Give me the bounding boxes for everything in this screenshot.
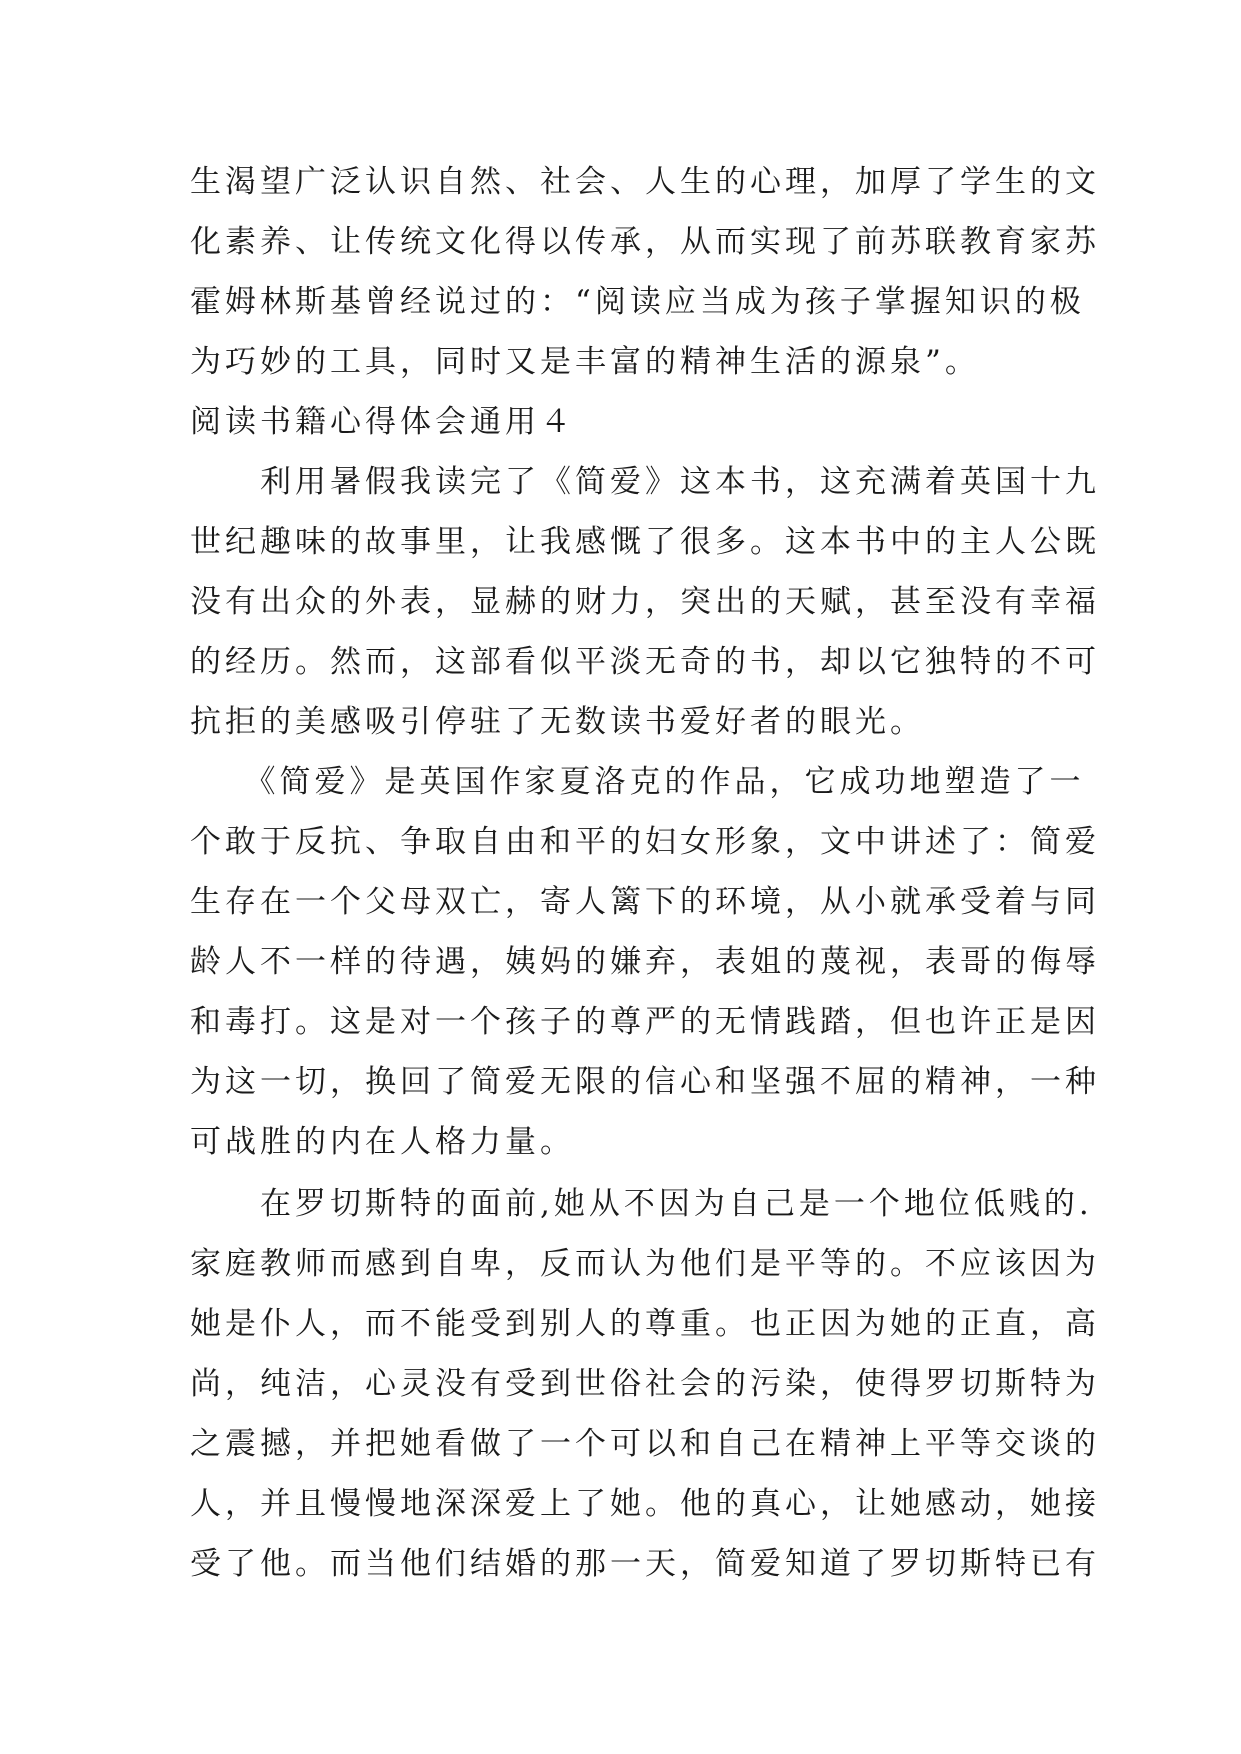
paragraph xyxy=(190,152,1100,392)
text-line: 化素养、让传统文化得以传承，从而实现了前苏联教育家苏 xyxy=(190,224,1100,260)
text-line: 在罗切斯特的面前,她从不因为自己是一个地位低贱的. xyxy=(190,1186,1093,1222)
text-line: 的经历。然而，这部看似平淡无奇的书，却以它独特的不可 xyxy=(190,644,1100,680)
text-line: 和毒打。这是对一个孩子的尊严的无情践踏，但也许正是因 xyxy=(190,1004,1100,1040)
text-line: 为巧妙的工具，同时又是丰富的精神生活的源泉”。 xyxy=(190,344,980,380)
text-line: 没有出众的外表，显赫的财力，突出的天赋，甚至没有幸福 xyxy=(190,584,1100,620)
text-line: 之震撼，并把她看做了一个可以和自己在精神上平等交谈的 xyxy=(190,1426,1100,1462)
text-line: 世纪趣味的故事里，让我感慨了很多。这本书中的主人公既 xyxy=(190,524,1100,560)
document-body xyxy=(190,152,1100,1594)
heading-line: 阅读书籍心得体会通用４ xyxy=(190,404,575,440)
section-heading xyxy=(190,392,1050,452)
paragraph xyxy=(190,452,1100,752)
text-line: 利用暑假我读完了《简爱》这本书，这充满着英国十九 xyxy=(190,464,1100,500)
text-line: 生渴望广泛认识自然、社会、人生的心理，加厚了学生的文 xyxy=(190,164,1100,200)
text-line: 家庭教师而感到自卑，反而认为他们是平等的。不应该因为 xyxy=(190,1246,1100,1282)
text-line: 生存在一个父母双亡，寄人篱下的环境，从小就承受着与同 xyxy=(190,884,1100,920)
text-line: 《简爱》是英国作家夏洛克的作品，它成功地塑造了一 xyxy=(190,764,1085,800)
text-line: 抗拒的美感吸引停驻了无数读书爱好者的眼光。 xyxy=(190,704,925,740)
text-line: 尚，纯洁，心灵没有受到世俗社会的污染，使得罗切斯特为 xyxy=(190,1366,1100,1402)
text-line: 个敢于反抗、争取自由和平的妇女形象，文中讲述了：简爱 xyxy=(190,824,1100,860)
text-line: 人，并且慢慢地深深爱上了她。他的真心，让她感动，她接 xyxy=(190,1486,1100,1522)
text-line: 她是仆人，而不能受到别人的尊重。也正因为她的正直，高 xyxy=(190,1306,1100,1342)
paragraph xyxy=(190,752,1100,1172)
text-line: 为这一切，换回了简爱无限的信心和坚强不屈的精神，一种 xyxy=(190,1064,1100,1100)
text-line: 龄人不一样的待遇，姨妈的嫌弃，表姐的蔑视，表哥的侮辱 xyxy=(190,944,1100,980)
text-line: 受了他。而当他们结婚的那一天，简爱知道了罗切斯特已有 xyxy=(190,1546,1100,1582)
paragraph xyxy=(190,1174,1100,1594)
text-line: 可战胜的内在人格力量。 xyxy=(190,1124,575,1160)
text-line: 霍姆林斯基曾经说过的：“阅读应当成为孩子掌握知识的极 xyxy=(190,284,1085,320)
